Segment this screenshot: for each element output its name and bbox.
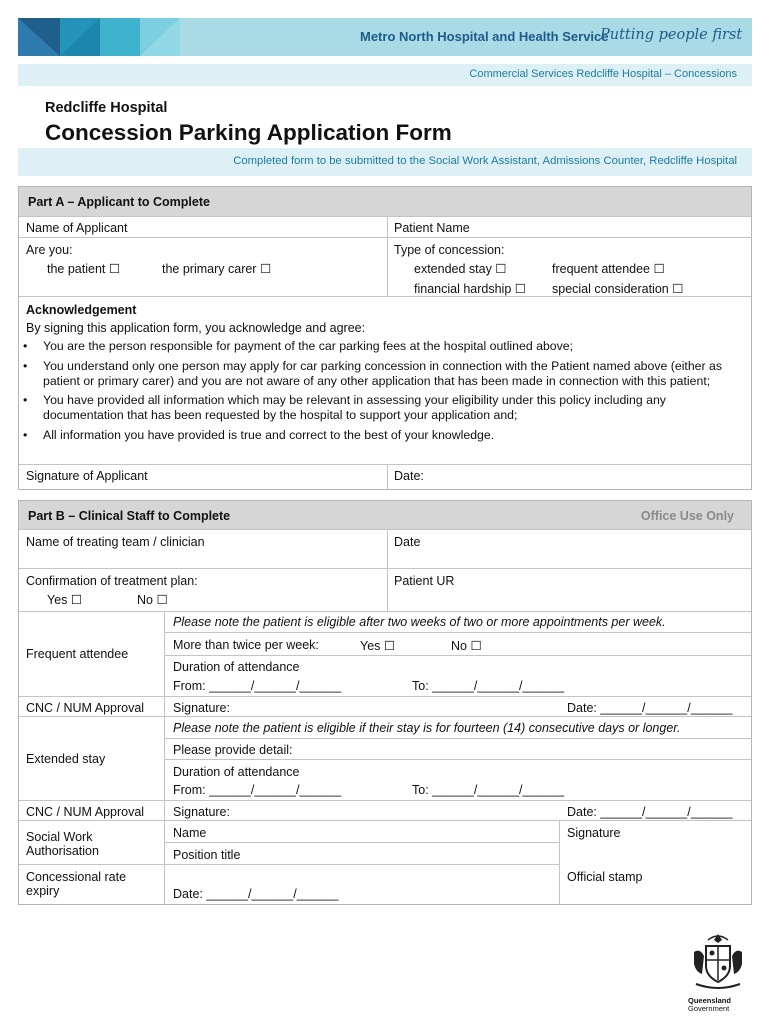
are-you-label: Are you: bbox=[26, 243, 73, 257]
extended-eligibility-note: Please note the patient is eligible if their stay is for fourteen (14) consecutive days or longer. bbox=[173, 721, 681, 735]
frequent-approval-label: CNC / NUM Approval bbox=[26, 701, 145, 715]
applicant-signature-field[interactable]: Signature of Applicant bbox=[26, 469, 148, 483]
expiry-date-field[interactable]: Date: ______/______/______ bbox=[173, 887, 339, 901]
social-work-name-field[interactable]: Name bbox=[173, 826, 207, 840]
department-text: Commercial Services Redcliffe Hospital – Concessions bbox=[469, 68, 737, 80]
applicant-name-label: Name of Applicant bbox=[26, 221, 128, 235]
concession-type-label: Type of concession: bbox=[394, 243, 505, 257]
twice-per-week-no-checkbox[interactable]: No ☐ bbox=[451, 639, 482, 653]
extended-approval-label: CNC / NUM Approval bbox=[26, 805, 145, 819]
special-consideration-checkbox[interactable]: special consideration ☐ bbox=[552, 282, 684, 296]
patient-checkbox[interactable]: the patient ☐ bbox=[47, 262, 121, 276]
tagline: Putting people first bbox=[600, 27, 743, 43]
frequent-approval-signature[interactable]: Signature: bbox=[173, 701, 230, 715]
acknowledgement-item: • You are the person responsible for payment of the car parking fees at the hospital outlined above; bbox=[19, 339, 744, 354]
office-use-label: Office Use Only bbox=[640, 509, 734, 523]
twice-per-week-yes-checkbox[interactable]: Yes ☐ bbox=[360, 639, 396, 653]
frequent-duration-label: Duration of attendance bbox=[173, 660, 300, 674]
applicant-date-field[interactable]: Date: bbox=[394, 469, 424, 483]
hospital-name: Redcliffe Hospital bbox=[45, 100, 168, 116]
extended-approval-signature[interactable]: Signature: bbox=[173, 805, 230, 819]
organisation-name: Metro North Hospital and Health Service bbox=[360, 29, 609, 44]
logo-text-line2: Government bbox=[688, 1004, 730, 1013]
extended-approval-date[interactable]: Date: ______/______/______ bbox=[567, 805, 733, 819]
twice-per-week-label: More than twice per week: bbox=[173, 638, 319, 652]
official-stamp-label: Official stamp bbox=[567, 870, 643, 884]
logo-text-line1: Queensland bbox=[688, 996, 731, 1005]
frequent-eligibility-note: Please note the patient is eligible after two weeks of two or more appointments per week. bbox=[173, 615, 666, 629]
frequent-to-date[interactable]: To: ______/______/______ bbox=[412, 679, 565, 693]
primary-carer-checkbox[interactable]: the primary carer ☐ bbox=[162, 262, 272, 276]
extended-stay-checkbox[interactable]: extended stay ☐ bbox=[414, 262, 507, 276]
treating-date-label: Date bbox=[394, 535, 421, 549]
acknowledgement-item: • All information you have provided is true and correct to the best of your knowledge. bbox=[19, 428, 744, 443]
part-a-heading: Part A – Applicant to Complete bbox=[28, 195, 210, 209]
expiry-label-line1: Concessional rate bbox=[26, 870, 127, 884]
acknowledgement-list bbox=[19, 339, 744, 447]
extended-stay-label: Extended stay bbox=[26, 752, 106, 766]
instruction-band bbox=[18, 148, 752, 176]
department-bar bbox=[18, 64, 752, 86]
queensland-government-logo bbox=[688, 932, 748, 1014]
acknowledgement-item: • You have provided all information which may be relevant in assessing your eligibility under this policy including any documentation that has been requested by the hospital to support your application and; bbox=[19, 393, 744, 423]
social-work-signature-field[interactable]: Signature bbox=[567, 826, 621, 840]
frequent-attendee-checkbox[interactable]: frequent attendee ☐ bbox=[552, 262, 665, 276]
banner-pattern bbox=[18, 18, 218, 56]
acknowledgement-intro: By signing this application form, you acknowledge and agree: bbox=[26, 321, 366, 335]
expiry-label-line2: expiry bbox=[26, 884, 60, 898]
confirmation-yes-checkbox[interactable]: Yes ☐ bbox=[47, 593, 83, 607]
form-title: Concession Parking Application Form bbox=[45, 120, 452, 145]
extended-detail-label: Please provide detail: bbox=[173, 743, 293, 757]
coat-of-arms-icon bbox=[688, 932, 748, 994]
financial-hardship-checkbox[interactable]: financial hardship ☐ bbox=[414, 282, 526, 296]
position-title-field[interactable]: Position title bbox=[173, 848, 241, 862]
part-b-section bbox=[18, 500, 752, 905]
header-banner bbox=[18, 18, 752, 56]
social-work-label-line1: Social Work bbox=[26, 830, 93, 844]
submission-instruction: Completed form to be submitted to the Social Work Assistant, Admissions Counter, Redcliffe Hospital bbox=[233, 155, 737, 167]
part-b-header bbox=[19, 501, 751, 529]
extended-from-date[interactable]: From: ______/______/______ bbox=[173, 783, 342, 797]
part-b-heading: Part B – Clinical Staff to Complete bbox=[28, 509, 231, 523]
frequent-approval-date[interactable]: Date: ______/______/______ bbox=[567, 701, 733, 715]
extended-to-date[interactable]: To: ______/______/______ bbox=[412, 783, 565, 797]
social-work-label-line2: Authorisation bbox=[26, 844, 99, 858]
treating-team-label: Name of treating team / clinician bbox=[26, 535, 205, 549]
acknowledgement-heading: Acknowledgement bbox=[26, 303, 137, 317]
acknowledgement-item: • You understand only one person may apply for car parking concession in connection with the Patient named above (either as patient or primary carer) and you are not aware of any other application that has been made in connection with this patient; bbox=[19, 359, 744, 389]
part-a-header bbox=[19, 187, 751, 216]
confirmation-no-checkbox[interactable]: No ☐ bbox=[137, 593, 168, 607]
extended-duration-label: Duration of attendance bbox=[173, 765, 300, 779]
frequent-from-date[interactable]: From: ______/______/______ bbox=[173, 679, 342, 693]
confirmation-label: Confirmation of treatment plan: bbox=[26, 574, 198, 588]
frequent-attendee-label: Frequent attendee bbox=[26, 647, 129, 661]
patient-ur-label: Patient UR bbox=[394, 574, 455, 588]
part-a-section bbox=[18, 186, 752, 490]
patient-name-label: Patient Name bbox=[394, 221, 470, 235]
